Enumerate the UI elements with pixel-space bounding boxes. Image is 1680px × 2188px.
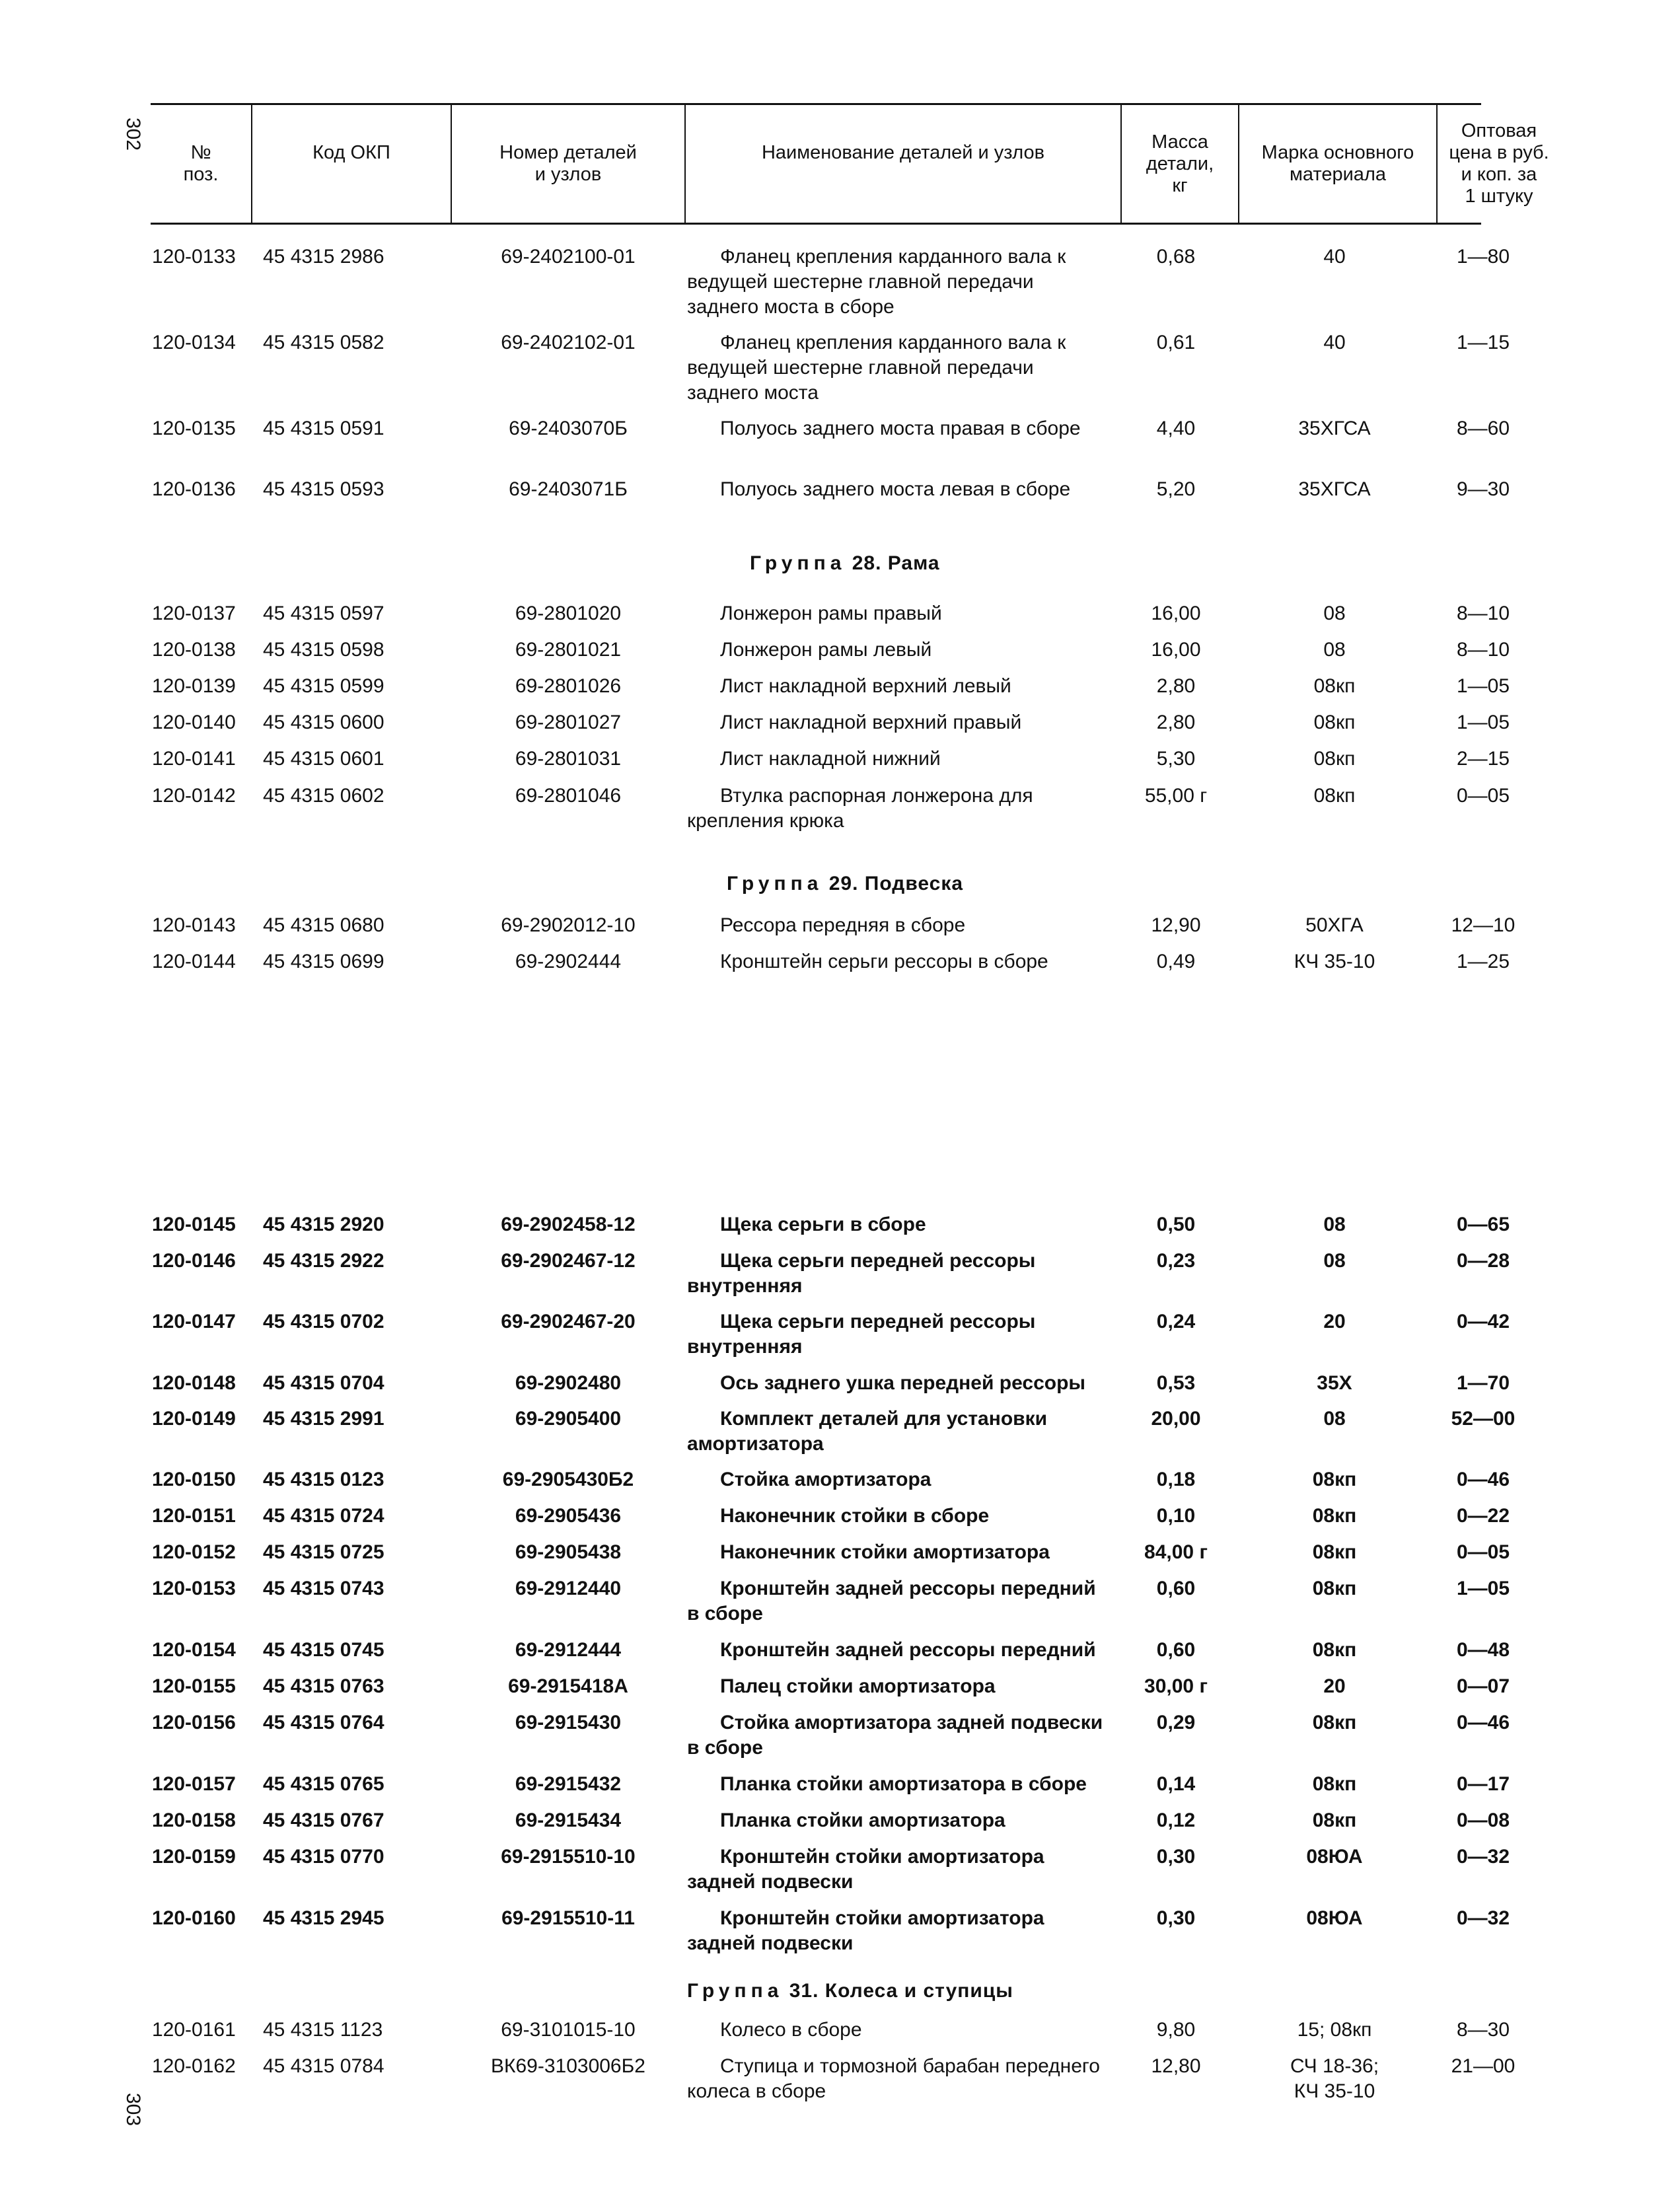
okp: 45 4315 0599 [263, 675, 384, 697]
mass: 55,00 г [1144, 785, 1208, 807]
pos: 120-0148 [152, 1372, 236, 1394]
okp: 45 4315 2920 [263, 1214, 384, 1235]
okp: 45 4315 2991 [263, 1408, 384, 1430]
mass: 5,20 [1156, 478, 1196, 500]
part-number: 69-2915434 [515, 1809, 622, 1831]
part-number: 69-2902480 [515, 1372, 622, 1394]
okp: 45 4315 0765 [263, 1773, 384, 1795]
okp: 45 4315 0602 [263, 785, 384, 807]
okp: 45 4315 0582 [263, 332, 384, 353]
part-number: 69-2915510-10 [501, 1846, 636, 1868]
price: 0—07 [1456, 1675, 1510, 1697]
okp: 45 4315 0597 [263, 602, 384, 624]
part-name: Щека серьги в сборе [720, 1214, 926, 1235]
part-number: 69-2801026 [515, 675, 622, 697]
material: КЧ 35-10 [1294, 951, 1375, 972]
pos: 120-0145 [152, 1214, 236, 1235]
part-name: Лонжерон рамы левый [720, 639, 932, 661]
material: 08 [1323, 639, 1346, 661]
part-number: 69-2402100-01 [501, 246, 636, 268]
material: 08кп [1312, 1505, 1357, 1527]
part-number: 69-2902467-12 [501, 1250, 636, 1272]
part-name: Кронштейн задней рессоры передний в сборе [687, 1578, 1096, 1624]
okp: 45 4315 0699 [263, 951, 384, 972]
okp: 45 4315 0724 [263, 1505, 384, 1527]
okp: 45 4315 0745 [263, 1639, 384, 1661]
price: 9—30 [1456, 478, 1510, 500]
okp: 45 4315 0704 [263, 1372, 384, 1394]
okp: 45 4315 0743 [263, 1578, 384, 1599]
header-price: Оптовая цена в руб. и коп. за 1 штуку [1436, 105, 1560, 223]
mass: 12,90 [1151, 914, 1201, 936]
pos: 120-0155 [152, 1675, 236, 1697]
pos: 120-0149 [152, 1408, 236, 1430]
price: 0—17 [1456, 1773, 1510, 1795]
pos: 120-0139 [152, 675, 236, 697]
material: 50ХГА [1305, 914, 1364, 936]
part-name: Фланец крепления карданного вала к ведущей шестерне главной передачи заднего моста в сборе [687, 246, 1066, 318]
okp: 45 4315 2986 [263, 246, 384, 268]
header-name: Наименование деталей и узлов [684, 105, 1120, 223]
part-name: Стойка амортизатора задней подвески в сборе [687, 1712, 1103, 1759]
material: 08 [1323, 1408, 1346, 1430]
okp: 45 4315 0784 [263, 2055, 384, 2077]
material: 15; 08кп [1297, 2019, 1372, 2041]
part-name: Комплект деталей для установки амортизатора [687, 1408, 1048, 1455]
mass: 30,00 г [1144, 1675, 1208, 1697]
okp: 45 4315 0601 [263, 748, 384, 770]
okp: 45 4315 0598 [263, 639, 384, 661]
pos: 120-0147 [152, 1311, 236, 1332]
material: 08 [1323, 1250, 1346, 1272]
material: 08 [1323, 1214, 1346, 1235]
price: 0—05 [1456, 785, 1510, 807]
part-name: Полуось заднего моста правая в сборе [720, 418, 1081, 439]
pos: 120-0146 [152, 1250, 236, 1272]
pos: 120-0135 [152, 418, 236, 439]
price: 1—70 [1456, 1372, 1510, 1394]
material: 08ЮА [1306, 1907, 1363, 1929]
header-pos: № поз. [183, 142, 219, 185]
mass: 0,29 [1156, 1712, 1196, 1733]
okp: 45 4315 1123 [263, 2019, 383, 2041]
mass: 0,60 [1156, 1578, 1196, 1599]
price: 8—30 [1456, 2019, 1510, 2041]
part-number: 69-2912444 [515, 1639, 622, 1661]
price: 21—00 [1451, 2055, 1516, 2077]
part-number: 69-2801046 [515, 785, 622, 807]
mass: 9,80 [1156, 2019, 1196, 2041]
part-number: 69-2905430Б2 [502, 1469, 634, 1490]
group-heading-28: Группа 28. Рама [750, 552, 940, 574]
pos: 120-0136 [152, 478, 236, 500]
part-name: Щека серьги передней рессоры внутренняя [687, 1311, 1036, 1358]
part-name: Кронштейн серьги рессоры в сборе [720, 951, 1048, 972]
material: 08кп [1312, 1809, 1357, 1831]
part-number: 69-2915510-11 [501, 1907, 635, 1929]
pos: 120-0161 [152, 2019, 236, 2041]
pos: 120-0158 [152, 1809, 236, 1831]
material: 08кп [1313, 748, 1356, 770]
pos: 120-0156 [152, 1712, 236, 1733]
material: 35Х [1317, 1372, 1352, 1394]
pos: 120-0143 [152, 914, 236, 936]
price: 12—10 [1451, 914, 1516, 936]
header-okp: Код ОКП [251, 105, 451, 223]
part-name: Лист накладной верхний левый [720, 675, 1011, 697]
okp: 45 4315 0591 [263, 418, 384, 439]
price: 1—05 [1456, 711, 1510, 733]
price: 0—42 [1456, 1311, 1510, 1332]
price: 1—05 [1456, 1578, 1510, 1599]
price: 0—48 [1456, 1639, 1510, 1661]
mass: 16,00 [1151, 639, 1201, 661]
material: 08 [1323, 602, 1346, 624]
material: 08кп [1312, 1712, 1357, 1733]
price: 0—32 [1456, 1907, 1510, 1929]
okp: 45 4315 0702 [263, 1311, 384, 1332]
pos: 120-0133 [152, 246, 236, 268]
mass: 5,30 [1156, 748, 1196, 770]
part-name: Щека серьги передней рессоры внутренняя [687, 1250, 1036, 1297]
mass: 2,80 [1156, 711, 1196, 733]
pos: 120-0159 [152, 1846, 236, 1868]
mass: 0,12 [1156, 1809, 1196, 1831]
mass: 0,10 [1156, 1505, 1196, 1527]
part-name: Лист накладной верхний правый [720, 711, 1022, 733]
material: 08кп [1312, 1541, 1357, 1563]
price: 0—46 [1456, 1469, 1510, 1490]
pos: 120-0150 [152, 1469, 236, 1490]
mass: 0,53 [1156, 1372, 1196, 1394]
group-heading-29: Группа 29. Подвеска [727, 873, 964, 894]
price: 1—25 [1456, 951, 1510, 972]
mass: 12,80 [1151, 2055, 1201, 2077]
mass: 0,68 [1156, 246, 1196, 268]
pos: 120-0157 [152, 1773, 236, 1795]
material: 20 [1323, 1675, 1346, 1697]
pos: 120-0144 [152, 951, 236, 972]
page-number-top: 302 [122, 117, 145, 151]
part-name: Кронштейн задней рессоры передний [720, 1639, 1096, 1661]
part-name: Полуось заднего моста левая в сборе [720, 478, 1071, 500]
pos: 120-0152 [152, 1541, 236, 1563]
mass: 0,30 [1156, 1846, 1196, 1868]
part-name: Втулка распорная лонжерона для крепления крюка [687, 785, 1033, 832]
header-mass: Масса детали, кг [1120, 105, 1238, 223]
page-number-bottom: 303 [122, 2092, 145, 2127]
okp: 45 4315 0770 [263, 1846, 384, 1868]
price: 0—32 [1456, 1846, 1510, 1868]
part-number: 69-2905438 [515, 1541, 622, 1563]
material: 08кп [1313, 675, 1356, 697]
mass: 0,50 [1156, 1214, 1196, 1235]
pos: 120-0160 [152, 1907, 236, 1929]
price: 1—15 [1456, 332, 1510, 353]
pos: 120-0134 [152, 332, 236, 353]
part-number: ВК69-3103006Б2 [490, 2055, 645, 2077]
price: 52—00 [1451, 1408, 1516, 1430]
okp: 45 4315 2922 [263, 1250, 384, 1272]
part-number: 69-2902012-10 [501, 914, 636, 936]
price: 8—10 [1456, 639, 1510, 661]
pos: 120-0141 [152, 748, 236, 770]
part-name: Рессора передняя в сборе [720, 914, 966, 936]
part-number: 69-2801020 [515, 602, 622, 624]
pos: 120-0137 [152, 602, 236, 624]
material: 08кп [1312, 1469, 1357, 1490]
mass: 20,00 [1151, 1408, 1201, 1430]
material: 40 [1323, 246, 1346, 268]
part-number: 69-3101015-10 [501, 2019, 636, 2041]
okp: 45 4315 0600 [263, 711, 384, 733]
part-number: 69-2902444 [515, 951, 622, 972]
part-name: Ступица и тормозной барабан переднего колеса в сборе [687, 2055, 1100, 2102]
material: 35ХГСА [1298, 418, 1371, 439]
material: 08кп [1313, 711, 1356, 733]
pos: 120-0154 [152, 1639, 236, 1661]
header-number: Номер деталей и узлов [451, 105, 684, 223]
mass: 2,80 [1156, 675, 1196, 697]
okp: 45 4315 2945 [263, 1907, 384, 1929]
material: 08кп [1313, 785, 1356, 807]
price: 8—60 [1456, 418, 1510, 439]
part-number: 69-2902467-20 [501, 1311, 636, 1332]
header-material: Марка основного материала [1238, 105, 1436, 223]
mass: 16,00 [1151, 602, 1201, 624]
part-number: 69-2403071Б [509, 478, 628, 500]
mass: 0,23 [1156, 1250, 1196, 1272]
part-number: 69-2905436 [515, 1505, 622, 1527]
okp: 45 4315 0763 [263, 1675, 384, 1697]
okp: 45 4315 0725 [263, 1541, 384, 1563]
part-number: 69-2902458-12 [501, 1214, 636, 1235]
mass: 4,40 [1156, 418, 1196, 439]
okp: 45 4315 0123 [263, 1469, 384, 1490]
mass: 0,30 [1156, 1907, 1196, 1929]
part-number: 69-2915418А [508, 1675, 628, 1697]
table-header [151, 103, 1549, 225]
material: 35ХГСА [1298, 478, 1371, 500]
part-name: Лонжерон рамы правый [720, 602, 942, 624]
mass: 0,49 [1156, 951, 1196, 972]
price: 0—46 [1456, 1712, 1510, 1733]
part-name: Лист накладной нижний [720, 748, 941, 770]
pos: 120-0142 [152, 785, 236, 807]
part-number: 69-2915430 [515, 1712, 622, 1733]
part-number: 69-2801027 [515, 711, 622, 733]
part-number: 69-2403070Б [509, 418, 628, 439]
part-name: Колесо в сборе [720, 2019, 862, 2041]
part-number: 69-2402102-01 [501, 332, 636, 353]
price: 8—10 [1456, 602, 1510, 624]
price: 2—15 [1456, 748, 1510, 770]
group-heading-31: Группа 31. Колеса и ступицы [687, 1980, 1013, 2002]
material: СЧ 18-36; КЧ 35-10 [1290, 2055, 1379, 2102]
material: 40 [1323, 332, 1346, 353]
part-name: Планка стойки амортизатора [720, 1809, 1005, 1831]
okp: 45 4315 0767 [263, 1809, 384, 1831]
part-number: 69-2912440 [515, 1578, 622, 1599]
price: 0—08 [1456, 1809, 1510, 1831]
material: 08кп [1312, 1578, 1357, 1599]
price: 1—05 [1456, 675, 1510, 697]
part-number: 69-2915432 [515, 1773, 622, 1795]
price: 0—22 [1456, 1505, 1510, 1527]
part-name: Наконечник стойки в сборе [720, 1505, 990, 1527]
mass: 84,00 г [1144, 1541, 1208, 1563]
price: 0—65 [1456, 1214, 1510, 1235]
mass: 0,60 [1156, 1639, 1196, 1661]
part-name: Планка стойки амортизатора в сборе [720, 1773, 1087, 1795]
mass: 0,18 [1156, 1469, 1196, 1490]
pos: 120-0140 [152, 711, 236, 733]
part-number: 69-2905400 [515, 1408, 622, 1430]
pos: 120-0153 [152, 1578, 236, 1599]
mass: 0,14 [1156, 1773, 1196, 1795]
material: 08кп [1312, 1773, 1357, 1795]
part-name: Кронштейн стойки амортизатора задней подвески [687, 1907, 1044, 1954]
part-name: Наконечник стойки амортизатора [720, 1541, 1050, 1563]
part-name: Фланец крепления карданного вала к ведущей шестерне главной передачи заднего моста [687, 332, 1066, 404]
price: 0—28 [1456, 1250, 1510, 1272]
material: 08кп [1312, 1639, 1357, 1661]
part-name: Кронштейн стойки амортизатора задней подвески [687, 1846, 1044, 1893]
part-number: 69-2801031 [515, 748, 622, 770]
pos: 120-0138 [152, 639, 236, 661]
mass: 0,61 [1156, 332, 1196, 353]
pos: 120-0162 [152, 2055, 236, 2077]
price: 1—80 [1456, 246, 1510, 268]
okp: 45 4315 0764 [263, 1712, 384, 1733]
material: 20 [1323, 1311, 1346, 1332]
part-name: Ось заднего ушка передней рессоры [720, 1372, 1086, 1394]
pos: 120-0151 [152, 1505, 236, 1527]
material: 08ЮА [1306, 1846, 1363, 1868]
mass: 0,24 [1156, 1311, 1196, 1332]
part-name: Палец стойки амортизатора [720, 1675, 996, 1697]
part-name: Стойка амортизатора [720, 1469, 931, 1490]
okp: 45 4315 0593 [263, 478, 384, 500]
price: 0—05 [1456, 1541, 1510, 1563]
part-number: 69-2801021 [515, 639, 622, 661]
okp: 45 4315 0680 [263, 914, 384, 936]
